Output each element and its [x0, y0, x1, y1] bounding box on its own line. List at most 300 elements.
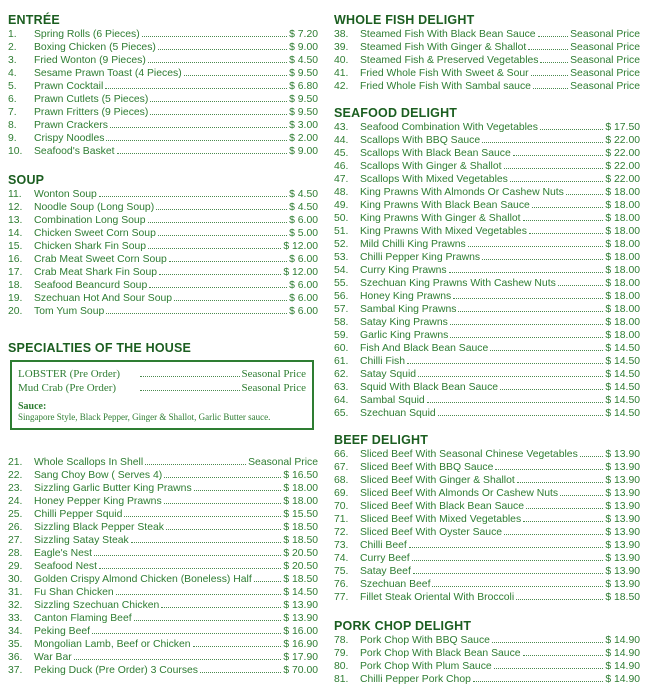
menu-item — [8, 41, 318, 54]
dot-leader — [140, 376, 240, 377]
menu-item — [334, 552, 640, 565]
item-price: $ 22.00 — [605, 135, 640, 146]
item-price: $ 20.50 — [283, 561, 318, 572]
item-number: 27. — [8, 535, 23, 546]
dot-leader — [164, 503, 282, 504]
dot-leader — [458, 311, 603, 312]
item-number: 69. — [334, 488, 349, 499]
item-number: 25. — [8, 509, 23, 520]
menu-item — [334, 290, 640, 303]
menu-item — [8, 93, 318, 106]
dot-leader — [148, 62, 287, 63]
dot-leader — [526, 508, 603, 509]
dot-leader — [510, 181, 603, 182]
item-name: Curry King Prawns — [360, 265, 447, 276]
item-name: Pork Chop With Black Bean Sauce — [360, 648, 521, 659]
dot-leader — [529, 233, 603, 234]
menu-item — [334, 212, 640, 225]
item-name: Honey Pepper King Prawns — [34, 496, 162, 507]
menu-item — [334, 342, 640, 355]
menu-item — [334, 368, 640, 381]
item-price: $ 18.00 — [605, 213, 640, 224]
item-name: Fish And Black Bean Sauce — [360, 343, 489, 354]
item-price: $ 13.90 — [605, 527, 640, 538]
item-name: Squid With Black Bean Sauce — [360, 382, 499, 393]
item-name: Chilli Pepper Pork Chop — [360, 674, 471, 685]
dot-leader — [409, 547, 604, 548]
dot-leader — [92, 633, 281, 634]
item-price: $ 14.90 — [605, 635, 640, 646]
item-number: 48. — [334, 187, 349, 198]
item-name: Steamed Fish With Ginger & Shallot — [360, 42, 527, 53]
dot-leader — [117, 153, 288, 154]
entree-heading: ENTRÉE — [8, 13, 60, 27]
item-price: $ 14.50 — [605, 382, 640, 393]
dot-leader — [194, 490, 282, 491]
item-name: Sambal King Prawns — [360, 304, 457, 315]
menu-item — [8, 292, 318, 305]
menu-item — [18, 381, 306, 395]
menu-item — [8, 560, 318, 573]
item-number: 56. — [334, 291, 349, 302]
item-price: $ 13.90 — [283, 600, 318, 611]
item-price: $ 6.00 — [289, 215, 318, 226]
menu-item — [334, 461, 640, 474]
item-price: $ 9.00 — [289, 42, 318, 53]
item-price: $ 2.00 — [289, 133, 318, 144]
item-number: 6. — [8, 94, 17, 105]
menu-item — [8, 253, 318, 266]
item-price: $ 13.90 — [283, 613, 318, 624]
item-number: 66. — [334, 449, 349, 460]
menu-item — [8, 456, 318, 469]
menu-item — [334, 660, 640, 673]
whole-fish-heading: WHOLE FISH DELIGHT — [334, 13, 475, 27]
dot-leader — [158, 49, 287, 50]
dot-leader — [523, 655, 604, 656]
dot-leader — [490, 350, 603, 351]
item-number: 38. — [334, 29, 349, 40]
item-name: King Prawns With Ginger & Shallot — [360, 213, 521, 224]
item-name: LOBSTER (Pre Order) — [18, 368, 121, 380]
menu-item — [8, 266, 318, 279]
soup-heading: SOUP — [8, 173, 45, 187]
dot-leader — [145, 464, 246, 465]
menu-item — [334, 54, 640, 67]
item-price: Seasonal Price — [570, 29, 640, 40]
menu-item — [8, 599, 318, 612]
menu-item — [8, 106, 318, 119]
dot-leader — [504, 168, 604, 169]
dot-leader — [142, 36, 287, 37]
dot-leader — [566, 194, 603, 195]
dot-leader — [504, 534, 603, 535]
item-price: $ 18.00 — [605, 200, 640, 211]
item-number: 80. — [334, 661, 349, 672]
item-number: 78. — [334, 635, 349, 646]
item-price: $ 6.00 — [289, 280, 318, 291]
menu-item — [8, 521, 318, 534]
item-name: Crispy Noodles — [34, 133, 105, 144]
item-name: Honey King Prawns — [360, 291, 452, 302]
item-name: Chilli Pepper King Prawns — [360, 252, 481, 263]
item-name: Steamed Fish & Preserved Vegetables — [360, 55, 539, 66]
item-name: Crab Meat Shark Fin Soup — [34, 267, 158, 278]
item-name: Scallops With BBQ Sauce — [360, 135, 481, 146]
item-number: 55. — [334, 278, 349, 289]
item-price: $ 12.00 — [283, 267, 318, 278]
dot-leader — [99, 568, 281, 569]
item-name: King Prawns With Mixed Vegetables — [360, 226, 527, 237]
item-number: 40. — [334, 55, 349, 66]
item-number: 72. — [334, 527, 349, 538]
beef-list — [334, 448, 640, 604]
item-name: King Prawns With Almonds Or Cashew Nuts — [360, 187, 564, 198]
item-name: Satay Beef — [360, 566, 411, 577]
item-number: 76. — [334, 579, 349, 590]
dot-leader — [540, 129, 603, 130]
item-name: Satay King Prawns — [360, 317, 448, 328]
item-price: $ 18.00 — [605, 330, 640, 341]
item-price: $ 14.90 — [605, 674, 640, 685]
menu-item — [334, 277, 640, 290]
menu-item — [334, 565, 640, 578]
item-number: 35. — [8, 639, 23, 650]
item-name: Wonton Soup — [34, 189, 97, 200]
item-number: 21. — [8, 457, 23, 468]
item-number: 41. — [334, 68, 349, 79]
item-name: Sliced Beef With Oyster Sauce — [360, 527, 503, 538]
item-price: $ 18.00 — [283, 483, 318, 494]
item-number: 16. — [8, 254, 23, 265]
dot-leader — [523, 220, 604, 221]
item-name: Curry Beef — [360, 553, 410, 564]
dot-leader — [159, 274, 281, 275]
dot-leader — [156, 209, 287, 210]
dot-leader — [106, 140, 287, 141]
dot-leader — [150, 114, 287, 115]
dot-leader — [453, 298, 603, 299]
item-name: Sliced Beef With BBQ Sauce — [360, 462, 494, 473]
item-number: 17. — [8, 267, 23, 278]
item-number: 28. — [8, 548, 23, 559]
menu-item — [8, 495, 318, 508]
item-price: $ 22.00 — [605, 161, 640, 172]
item-price: $ 18.50 — [283, 535, 318, 546]
item-price: $ 16.90 — [283, 639, 318, 650]
dot-leader — [450, 324, 604, 325]
item-price: $ 14.50 — [605, 343, 640, 354]
menu-item — [8, 119, 318, 132]
item-number: 20. — [8, 306, 23, 317]
menu-item — [8, 132, 318, 145]
dot-leader — [158, 235, 287, 236]
item-name: Chicken Shark Fin Soup — [34, 241, 147, 252]
dot-leader — [449, 272, 604, 273]
item-name: Crab Meat Sweet Corn Soup — [34, 254, 167, 265]
item-price: Seasonal Price — [570, 68, 640, 79]
item-price: $ 14.90 — [605, 661, 640, 672]
item-price: $ 18.00 — [605, 239, 640, 250]
item-name: Garlic King Prawns — [360, 330, 449, 341]
dot-leader — [200, 672, 281, 673]
item-name: Sesame Prawn Toast (4 Pieces) — [34, 68, 182, 79]
item-number: 71. — [334, 514, 349, 525]
dot-leader — [94, 555, 281, 556]
item-price: Seasonal Price — [570, 42, 640, 53]
menu-item — [8, 664, 318, 677]
menu-item — [334, 647, 640, 660]
seafood-list — [334, 121, 640, 420]
item-name: Szechuan Hot And Sour Soup — [34, 293, 173, 304]
dot-leader — [516, 599, 603, 600]
dot-leader — [150, 101, 287, 102]
menu-item — [334, 474, 640, 487]
item-price: Seasonal Price — [570, 81, 640, 92]
menu-item — [8, 80, 318, 93]
item-name: Steamed Fish With Black Bean Sauce — [360, 29, 536, 40]
menu-item — [334, 394, 640, 407]
item-price: $ 7.20 — [289, 29, 318, 40]
pork-heading: PORK CHOP DELIGHT — [334, 619, 472, 633]
menu-item — [8, 145, 318, 158]
item-price: $ 14.50 — [283, 587, 318, 598]
item-number: 58. — [334, 317, 349, 328]
item-price: $ 16.50 — [283, 470, 318, 481]
item-price: $ 9.50 — [289, 94, 318, 105]
dot-leader — [418, 376, 603, 377]
item-number: 10. — [8, 146, 23, 157]
item-name: Seafood Beancurd Soup — [34, 280, 148, 291]
item-price: $ 13.90 — [605, 488, 640, 499]
left-column — [8, 0, 318, 677]
item-name: Chilli Pepper Squid — [34, 509, 123, 520]
item-number: 1. — [8, 29, 17, 40]
item-name: Sliced Beef With Almonds Or Cashew Nuts — [360, 488, 559, 499]
item-price: $ 6.00 — [289, 254, 318, 265]
item-price: $ 20.50 — [283, 548, 318, 559]
menu-item — [334, 526, 640, 539]
menu-item — [8, 67, 318, 80]
dot-leader — [432, 586, 603, 587]
menu-item — [334, 80, 640, 93]
item-price: $ 18.50 — [283, 574, 318, 585]
item-number: 52. — [334, 239, 349, 250]
menu-item — [334, 199, 640, 212]
item-number: 81. — [334, 674, 349, 685]
dot-leader — [427, 402, 604, 403]
seafood-heading: SEAFOOD DELIGHT — [334, 106, 458, 120]
menu-item — [8, 305, 318, 318]
item-price: $ 4.50 — [289, 189, 318, 200]
dot-leader — [148, 222, 288, 223]
dot-leader — [533, 88, 568, 89]
item-price: $ 18.00 — [605, 265, 640, 276]
item-number: 65. — [334, 408, 349, 419]
item-price: $ 22.00 — [605, 174, 640, 185]
dot-leader — [412, 560, 604, 561]
item-name: Satay Squid — [360, 369, 417, 380]
item-price: Seasonal Price — [241, 382, 306, 394]
menu-item — [8, 469, 318, 482]
item-name: Combination Long Soup — [34, 215, 146, 226]
dot-leader — [413, 573, 603, 574]
item-name: Sliced Beef With Seasonal Chinese Vegetables — [360, 449, 578, 460]
item-price: $ 18.00 — [605, 317, 640, 328]
item-price: $ 18.00 — [605, 291, 640, 302]
item-price: $ 18.50 — [605, 592, 640, 603]
dot-leader — [106, 313, 287, 314]
dot-leader — [166, 529, 281, 530]
menu-item — [334, 578, 640, 591]
item-price: Seasonal Price — [248, 457, 318, 468]
menu-item — [334, 264, 640, 277]
item-name: Fried Whole Fish With Sweet & Sour — [360, 68, 529, 79]
item-price: $ 13.90 — [605, 540, 640, 551]
item-number: 29. — [8, 561, 23, 572]
menu-item — [334, 134, 640, 147]
menu-item — [334, 591, 640, 604]
dot-leader — [99, 196, 287, 197]
dot-leader — [558, 285, 604, 286]
menu-item — [8, 508, 318, 521]
item-name: King Prawns With Black Bean Sauce — [360, 200, 530, 211]
item-price: $ 14.50 — [605, 395, 640, 406]
dot-leader — [184, 75, 287, 76]
item-price: $ 14.90 — [605, 648, 640, 659]
item-price: $ 14.50 — [605, 356, 640, 367]
soup-list — [8, 188, 318, 318]
item-price: $ 18.00 — [605, 252, 640, 263]
item-number: 63. — [334, 382, 349, 393]
item-price: $ 6.80 — [289, 81, 318, 92]
item-number: 44. — [334, 135, 349, 146]
dot-leader — [495, 469, 603, 470]
item-number: 49. — [334, 200, 349, 211]
dot-leader — [492, 642, 603, 643]
item-name: Seafood Nest — [34, 561, 97, 572]
dot-leader — [140, 390, 240, 391]
menu-item — [8, 279, 318, 292]
specialties-list — [8, 456, 318, 677]
item-price: $ 9.50 — [289, 68, 318, 79]
menu-item — [334, 407, 640, 420]
item-price: $ 3.00 — [289, 120, 318, 131]
item-price: $ 22.00 — [605, 148, 640, 159]
item-price: $ 18.00 — [605, 187, 640, 198]
sauce-label: Sauce: — [18, 401, 47, 412]
menu-item — [8, 482, 318, 495]
dot-leader — [149, 287, 287, 288]
item-name: Fried Wonton (9 Pieces) — [34, 55, 146, 66]
item-price: $ 13.90 — [605, 462, 640, 473]
item-name: Fried Whole Fish With Sambal sauce — [360, 81, 531, 92]
item-number: 14. — [8, 228, 23, 239]
item-number: 26. — [8, 522, 23, 533]
dot-leader — [468, 246, 604, 247]
item-name: Sliced Beef With Mixed Vegetables — [360, 514, 522, 525]
dot-leader — [124, 516, 281, 517]
item-number: 79. — [334, 648, 349, 659]
item-number: 45. — [334, 148, 349, 159]
item-name: Prawn Cutlets (5 Pieces) — [34, 94, 149, 105]
item-number: 13. — [8, 215, 23, 226]
menu-item — [8, 188, 318, 201]
item-number: 4. — [8, 68, 17, 79]
item-number: 8. — [8, 120, 17, 131]
item-number: 24. — [8, 496, 23, 507]
item-name: Mongolian Lamb, Beef or Chicken — [34, 639, 191, 650]
item-name: Seafood's Basket — [34, 146, 115, 157]
menu-item — [8, 28, 318, 41]
menu-item — [334, 186, 640, 199]
item-number: 57. — [334, 304, 349, 315]
item-number: 15. — [8, 241, 23, 252]
specialties-box — [10, 360, 314, 430]
item-name: Sizzling Garlic Butter King Prawns — [34, 483, 192, 494]
item-name: Seafood Combination With Vegetables — [360, 122, 538, 133]
entree-list — [8, 28, 318, 158]
item-number: 42. — [334, 81, 349, 92]
menu-item — [334, 500, 640, 513]
item-name: Mild Chilli King Prawns — [360, 239, 466, 250]
item-price: $ 17.50 — [605, 122, 640, 133]
item-number: 53. — [334, 252, 349, 263]
whole-fish-list — [334, 28, 640, 93]
item-name: Prawn Fritters (9 Pieces) — [34, 107, 149, 118]
item-name: Eagle's Nest — [34, 548, 93, 559]
dot-leader — [473, 681, 603, 682]
item-name: War Bar — [34, 652, 72, 663]
item-number: 22. — [8, 470, 23, 481]
item-name: Prawn Cocktail — [34, 81, 104, 92]
item-number: 32. — [8, 600, 23, 611]
item-price: $ 13.90 — [605, 449, 640, 460]
menu-item — [334, 147, 640, 160]
item-price: $ 9.00 — [289, 146, 318, 157]
item-name: Prawn Crackers — [34, 120, 108, 131]
menu-item — [8, 625, 318, 638]
menu-item — [334, 448, 640, 461]
dot-leader — [531, 75, 568, 76]
menu-item — [334, 67, 640, 80]
dot-leader — [169, 261, 287, 262]
menu-item — [8, 586, 318, 599]
item-price: $ 13.90 — [605, 579, 640, 590]
item-number: 77. — [334, 592, 349, 603]
menu-item — [8, 54, 318, 67]
menu-item — [334, 41, 640, 54]
item-price: $ 4.50 — [289, 202, 318, 213]
sauce-text: Singapore Style, Black Pepper, Ginger & Shallot, Garlic Butter sauce. — [18, 412, 271, 422]
item-number: 19. — [8, 293, 23, 304]
item-price: $ 4.50 — [289, 55, 318, 66]
item-price: $ 9.50 — [289, 107, 318, 118]
menu-item — [8, 201, 318, 214]
item-number: 46. — [334, 161, 349, 172]
item-name: Szechuan Beef — [360, 579, 431, 590]
item-number: 2. — [8, 42, 17, 53]
dot-leader — [450, 337, 603, 338]
menu-item — [8, 638, 318, 651]
item-price: $ 13.90 — [605, 566, 640, 577]
item-number: 18. — [8, 280, 23, 291]
dot-leader — [438, 415, 604, 416]
item-price: Seasonal Price — [241, 368, 306, 380]
item-number: 50. — [334, 213, 349, 224]
item-name: Noodle Soup (Long Soup) — [34, 202, 155, 213]
item-price: $ 18.00 — [283, 496, 318, 507]
